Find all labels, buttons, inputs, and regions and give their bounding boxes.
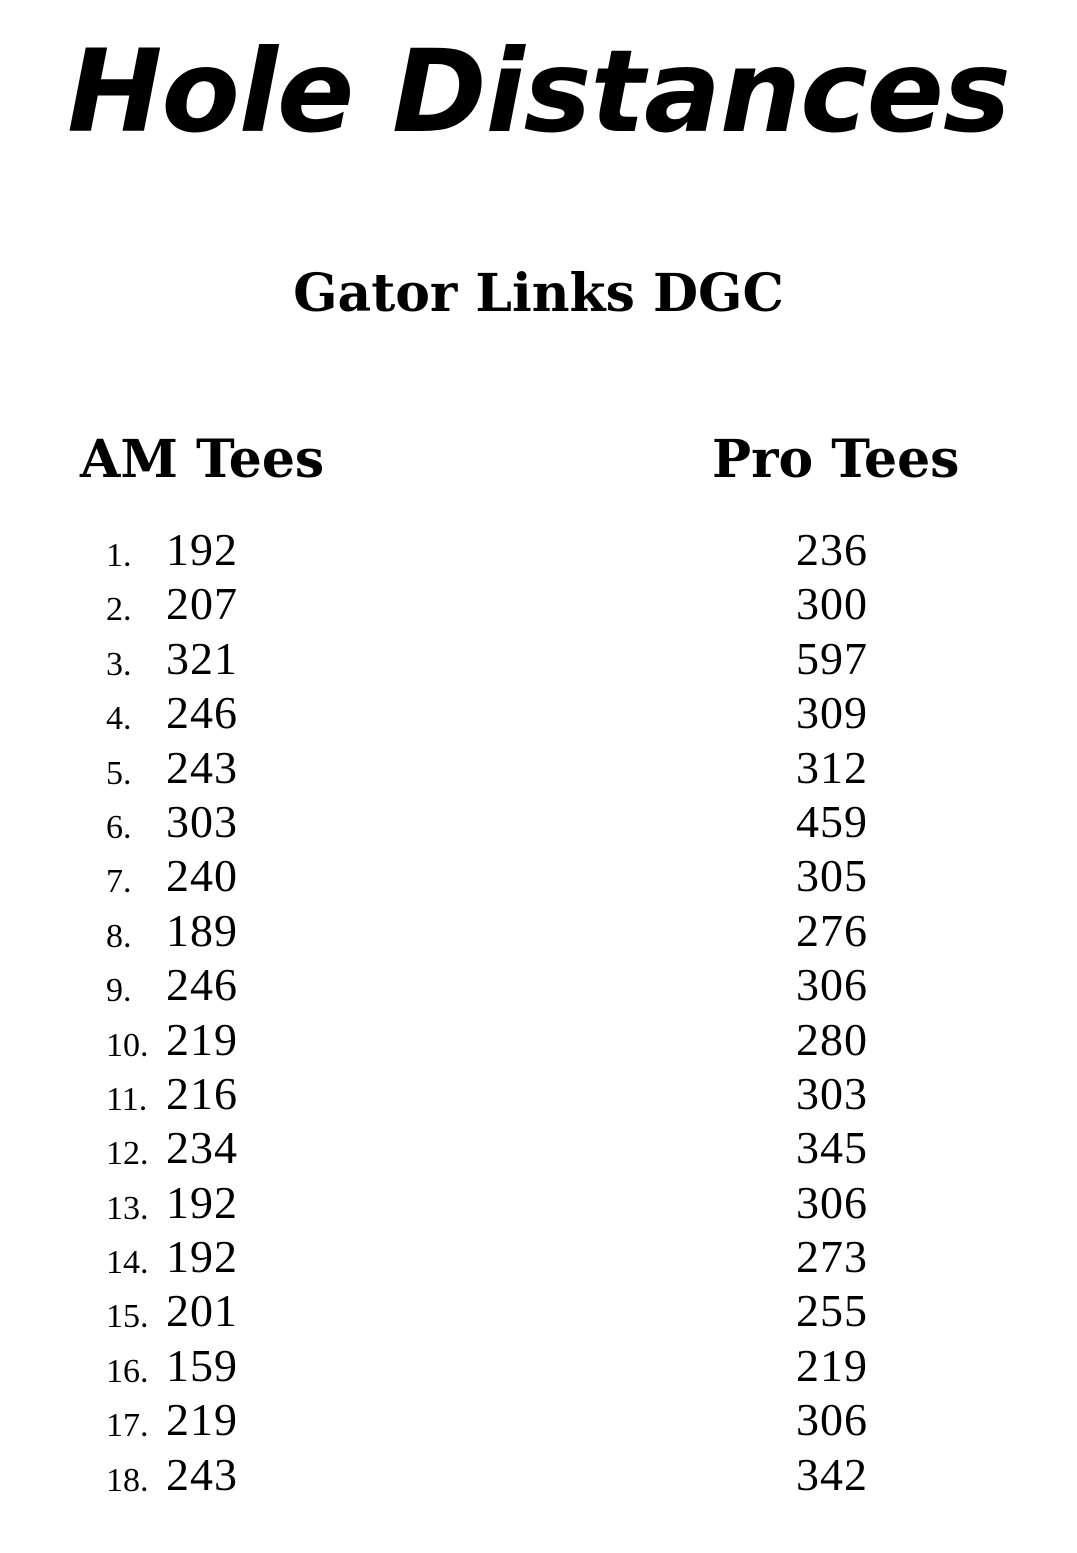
hole-number: 5. <box>106 754 132 792</box>
am-distance: 192 <box>166 524 238 575</box>
hole-row <box>0 576 1077 630</box>
hole-number: 13. <box>106 1189 149 1227</box>
hole-row <box>0 957 1077 1011</box>
pro-distance: 303 <box>796 1067 868 1119</box>
hole-number: 8. <box>106 917 132 955</box>
am-distance: 246 <box>166 687 238 739</box>
pro-distance: 300 <box>796 578 868 630</box>
hole-number: 18. <box>106 1461 149 1499</box>
pro-distance: 312 <box>796 741 868 793</box>
pro-distance: 236 <box>796 524 868 575</box>
pro-distance: 345 <box>796 1122 868 1174</box>
am-distance: 192 <box>166 1176 238 1228</box>
am-distance: 303 <box>166 795 238 847</box>
pro-distance: 459 <box>796 795 868 847</box>
hole-row <box>0 1229 1077 1283</box>
hole-number: 9. <box>106 972 132 1010</box>
am-distance: 216 <box>166 1067 238 1119</box>
am-distance: 219 <box>166 1394 238 1446</box>
pro-distance: 309 <box>796 687 868 739</box>
am-distance: 219 <box>166 1013 238 1065</box>
pro-distance: 255 <box>796 1285 868 1337</box>
pro-distance: 306 <box>796 1394 868 1446</box>
hole-row <box>0 903 1077 957</box>
hole-row <box>0 1392 1077 1446</box>
am-distance: 201 <box>166 1285 238 1337</box>
pro-distance: 305 <box>796 850 868 902</box>
hole-row <box>0 848 1077 902</box>
hole-row <box>0 794 1077 848</box>
hole-number: 12. <box>106 1135 149 1173</box>
hole-number: 3. <box>106 645 132 683</box>
hole-row <box>0 1066 1077 1120</box>
page-title: Hole Distances <box>67 25 1010 158</box>
pro-distance: 306 <box>796 959 868 1011</box>
am-distance: 243 <box>166 1448 238 1500</box>
am-distance: 321 <box>166 632 238 684</box>
hole-number: 11. <box>106 1080 148 1118</box>
hole-number: 1. <box>106 537 132 574</box>
hole-number: 2. <box>106 591 132 629</box>
am-distance: 207 <box>166 578 238 630</box>
hole-number: 6. <box>106 808 132 846</box>
pro-distance: 306 <box>796 1176 868 1228</box>
pro-tees-header: Pro Tees <box>712 429 960 490</box>
am-distance: 240 <box>166 850 238 902</box>
am-distance: 234 <box>166 1122 238 1174</box>
pro-distance: 280 <box>796 1013 868 1065</box>
hole-row <box>0 1447 1077 1501</box>
hole-row <box>0 1338 1077 1392</box>
am-distance: 192 <box>166 1231 238 1283</box>
hole-row <box>0 740 1077 794</box>
am-distance: 246 <box>166 959 238 1011</box>
hole-row <box>0 631 1077 685</box>
pro-distance: 342 <box>796 1448 868 1500</box>
hole-row <box>0 1120 1077 1174</box>
hole-number: 7. <box>106 863 132 901</box>
am-distance: 189 <box>166 904 238 956</box>
hole-number: 14. <box>106 1244 149 1282</box>
pro-distance: 219 <box>796 1339 868 1391</box>
am-distance: 159 <box>166 1339 238 1391</box>
hole-row <box>0 522 1077 576</box>
hole-number: 10. <box>106 1026 149 1064</box>
hole-number: 16. <box>106 1352 149 1390</box>
hole-row <box>0 1175 1077 1229</box>
pro-distance: 276 <box>796 904 868 956</box>
hole-number: 15. <box>106 1298 149 1336</box>
hole-distance-list <box>0 522 1077 1501</box>
am-tees-header: AM Tees <box>80 429 325 490</box>
course-name: Gator Links DGC <box>293 263 784 324</box>
pro-distance: 273 <box>796 1231 868 1283</box>
hole-number: 4. <box>106 700 132 738</box>
am-distance: 243 <box>166 741 238 793</box>
hole-row <box>0 1283 1077 1337</box>
hole-number: 17. <box>106 1407 149 1445</box>
hole-row <box>0 685 1077 739</box>
pro-distance: 597 <box>796 632 868 684</box>
hole-row <box>0 1012 1077 1066</box>
